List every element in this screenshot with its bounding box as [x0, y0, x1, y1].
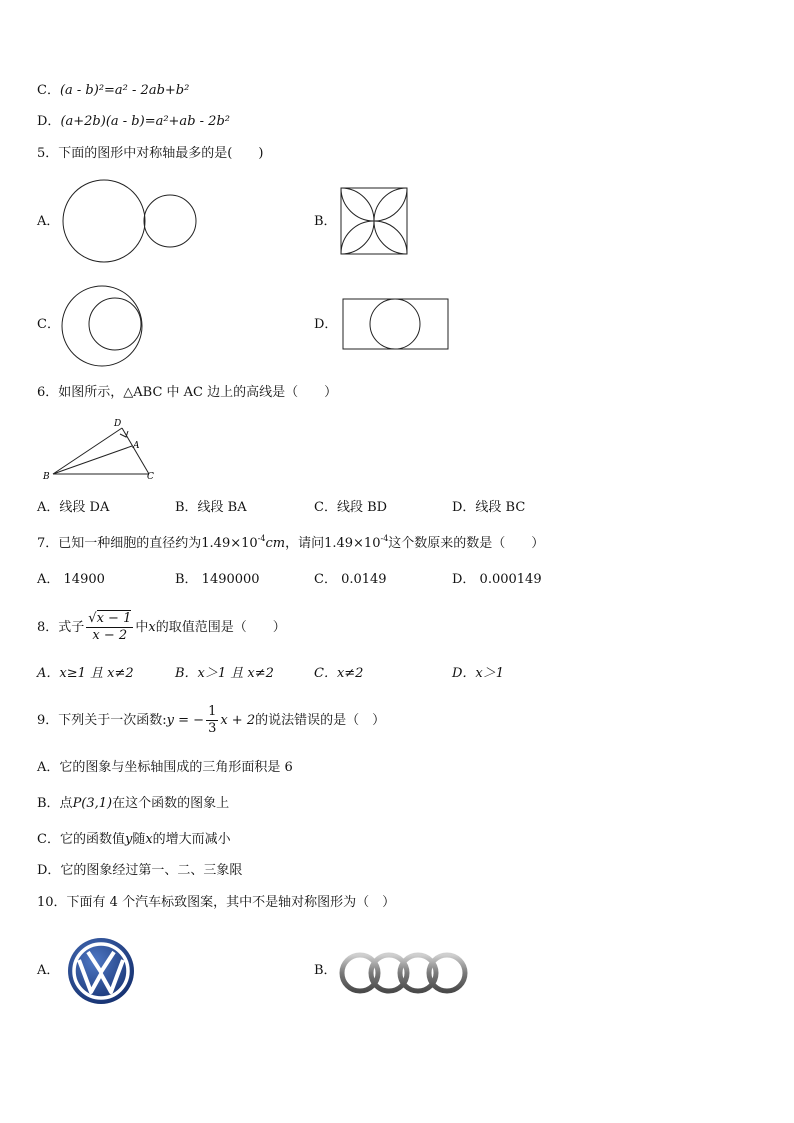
- q6-option-c: C．线段 BD: [314, 500, 388, 515]
- stem-text: 这个数原来的数是（ ）: [388, 536, 545, 551]
- denominator: x − 2: [92, 628, 128, 643]
- q4-option-d: [37, 113, 230, 131]
- radical-fraction: [86, 611, 133, 644]
- circle: [370, 299, 420, 349]
- option-text: 随: [132, 832, 146, 847]
- q8-option-c: C．x≠2: [314, 666, 364, 681]
- variable-y: y: [124, 832, 133, 847]
- value: 1.49×10: [324, 536, 381, 551]
- q5-label-d: D．: [314, 317, 338, 332]
- q9-stem: [37, 702, 385, 740]
- q6-stem: 6．如图所示，△ABC 中 AC 边上的高线是（ ）: [37, 385, 338, 400]
- denominator: 3: [208, 721, 217, 736]
- stem-text: 的取值范围是（ ）: [155, 620, 286, 635]
- option-expression: (a+2b)(a - b)=a²+ab - 2b²: [60, 114, 230, 129]
- numerator: 1: [208, 704, 217, 719]
- stem-text: 9．下列关于一次函数:: [37, 713, 167, 728]
- value: 1.49×10: [201, 536, 258, 551]
- q5-label-a: A．: [37, 214, 60, 229]
- q9-option-b: [37, 795, 229, 813]
- option-text: C．它的函数值: [37, 832, 125, 847]
- radicand: x − 1: [96, 611, 132, 626]
- q5-figure-c-inner-circle: [60, 284, 146, 368]
- q5-label-b: B．: [314, 214, 337, 229]
- label-b: B: [43, 472, 50, 482]
- segment-ba: [53, 446, 132, 474]
- q5-figure-d-rect-circle: [340, 296, 452, 354]
- stem-text: 8．式子: [37, 620, 85, 635]
- q8-option-b: B．x＞1 且 x≠2: [175, 666, 274, 681]
- function-fraction: [206, 704, 218, 737]
- q9-option-c: [37, 831, 231, 849]
- segment-dc: [122, 428, 149, 474]
- label-c: C: [147, 472, 154, 482]
- q6-option-b: B．线段 BA: [175, 500, 247, 515]
- q7-option-d: D． 0.000149: [452, 572, 542, 587]
- q7-stem: [37, 535, 544, 553]
- exponent: -4: [380, 534, 389, 543]
- segment-bd: [53, 428, 122, 474]
- label-a: A: [133, 441, 140, 451]
- q10-stem: 10．下面有 4 个汽车标致图案，其中不是轴对称图形为（ ）: [37, 895, 396, 910]
- q7-option-c: C． 0.0149: [314, 572, 387, 587]
- q8-option-a: A．x≥1 且 x≠2: [37, 666, 134, 681]
- q5-label-c: C．: [37, 317, 60, 332]
- function-lhs: y = −: [166, 713, 205, 728]
- q4-option-c: [37, 82, 189, 100]
- function-rhs: x + 2: [220, 713, 256, 728]
- vw-logo-icon: [66, 936, 136, 1006]
- option-text: 的增大而减小: [152, 832, 231, 847]
- q9-option-a: A．它的图象与坐标轴围成的三角形面积是 6: [37, 760, 293, 775]
- q6-triangle-figure: [40, 416, 160, 482]
- stem-text: ，请问: [285, 536, 325, 551]
- outer-circle: [62, 286, 142, 366]
- q8-option-d: D．x＞1: [452, 666, 505, 681]
- q7-option-b: B． 1490000: [175, 572, 260, 587]
- q5-stem: 5．下面的图形中对称轴最多的是( ): [37, 146, 264, 161]
- q5-figure-a-two-circles: [60, 178, 200, 263]
- q6-option-d: D．线段 BC: [452, 500, 526, 515]
- option-expression: (a - b)²=a² - 2ab+b²: [59, 83, 190, 98]
- q5-figure-b-square-petals: [338, 186, 410, 256]
- sqrt-icon: √: [88, 611, 97, 626]
- option-label: C．: [37, 83, 60, 98]
- q8-stem: [37, 609, 286, 647]
- q10-label-a: A．: [37, 963, 60, 978]
- numerator: [86, 611, 133, 628]
- variable: x: [148, 620, 156, 635]
- label-d: D: [114, 419, 122, 429]
- q10-label-b: B．: [314, 963, 337, 978]
- audi-rings-icon: [336, 950, 472, 998]
- unit: cm: [265, 536, 286, 551]
- rectangle: [343, 299, 448, 349]
- option-text: 在这个函数的图象上: [112, 796, 230, 811]
- q9-option-d: D．它的图象经过第一、二、三象限: [37, 863, 243, 878]
- stem-text: 7．已知一种细胞的直径约为: [37, 536, 202, 551]
- large-circle: [63, 180, 145, 262]
- q7-option-a: A． 14900: [37, 572, 105, 587]
- inner-circle: [89, 298, 141, 350]
- stem-text: 的说法错误的是（ ）: [255, 713, 386, 728]
- variable-x: x: [145, 832, 153, 847]
- exponent: -4: [257, 534, 266, 543]
- stem-text: 中: [135, 620, 149, 635]
- q6-option-a: A．线段 DA: [37, 500, 110, 515]
- small-circle: [144, 195, 196, 247]
- option-label: D．: [37, 114, 61, 129]
- point: P(3,1): [72, 796, 113, 811]
- option-text: B．点: [37, 796, 73, 811]
